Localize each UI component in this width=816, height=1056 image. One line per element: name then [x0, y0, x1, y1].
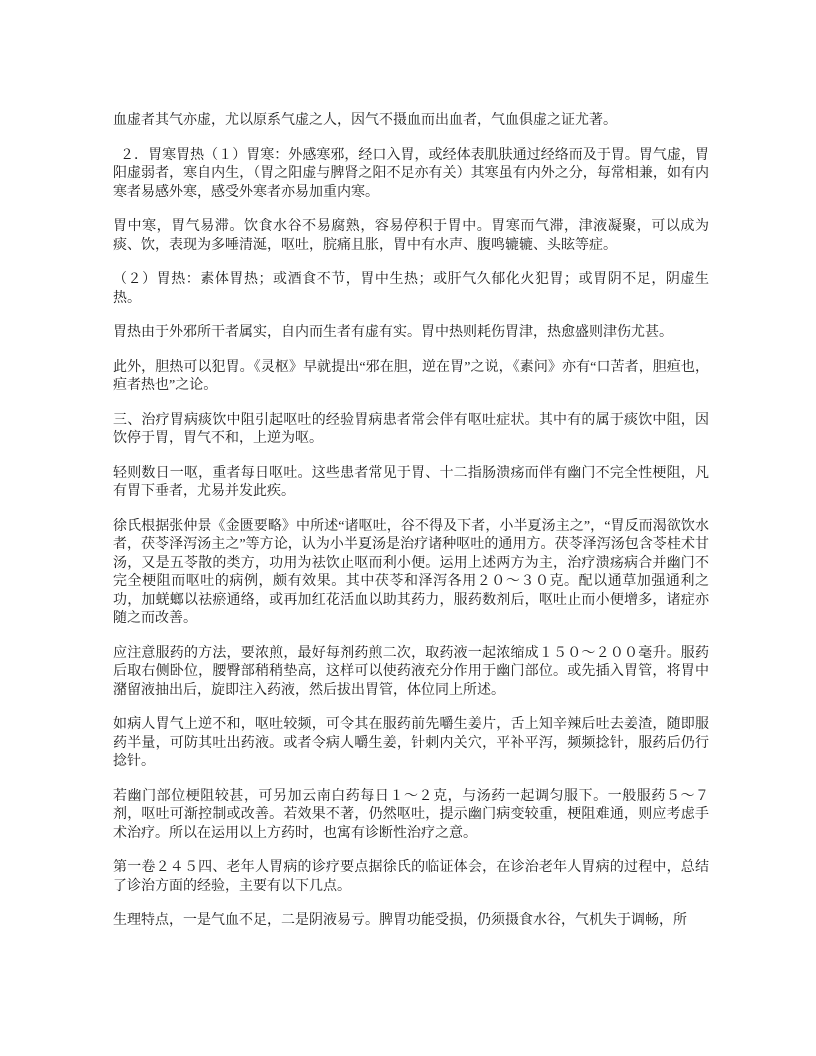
paragraph: 应注意服药的方法，要浓煎，最好每剂药煎二次，取药液一起浓缩成１５０～２００毫升。服药后取右侧卧位，腰臀部稍稍垫高，这样可以使药液充分作用于幽门部位。或先插入胃管，将胃中潴留液抽出后，旋即注入药液，然后拔出胃管，体位同上所述。	[113, 645, 709, 698]
paragraph: 此外，胆热可以犯胃。《灵枢》早就提出“邪在胆，逆在胃”之说，《素问》亦有“口苦者，胆疸也，疸者热也”之论。	[113, 359, 709, 393]
text-content	[113, 112, 709, 947]
paragraph: 生理特点，一是气血不足，二是阴液易亏。脾胃功能受损，仍须摄食水谷，气机失于调畅，所	[113, 913, 687, 928]
paragraph: 徐氏根据张仲景《金匮要略》中所述“诸呕吐，谷不得及下者，小半夏汤主之”，“胃反而渴欲饮水者，茯苓泽泻汤主之”等方论，认为小半夏汤是治疗诸种呕吐的通用方。茯苓泽泻汤包含苓桂术甘汤，又是五苓散的类方，功用为祛饮止呕而利小便。运用上述两方为主，治疗溃疡病合并幽门不完全梗阻而呕吐的病例，颇有效果。其中茯苓和泽泻各用２０～３０克。配以通草加强通利之功，加蜣螂以祛瘀通络，或再加红花活血以助其药力，服药数剂后，呕吐止而小便增多，诸症亦随之而改善。	[113, 518, 709, 626]
paragraph: 第一卷２４５四、老年人胃病的诊疗要点据徐氏的临证体会，在诊治老年人胃病的过程中，总结了诊治方面的经验，主要有以下几点。	[113, 860, 709, 894]
paragraph: 如病人胃气上逆不和，呕吐较频，可令其在服药前先嚼生姜片，舌上知辛辣后吐去姜渣，随即服药半量，可防其吐出药液。或者令病人嚼生姜，针刺内关穴，平补平泻，频频捻针，服药后仍行捻针。	[113, 717, 709, 769]
paragraph: 胃中寒，胃气易滞。饮食水谷不易腐熟，容易停积于胃中。胃寒而气滞，津液凝聚，可以成为痰、饮，表现为多唾清涎，呕吐，脘痛且胀，胃中有水声、腹鸣辘辘、头眩等症。	[113, 219, 709, 253]
paragraph: 三、治疗胃病痰饮中阻引起呕吐的经验胃病患者常会伴有呕吐症状。其中有的属于痰饮中阻，因饮停于胃，胃气不和，上逆为呕。	[113, 412, 709, 446]
paragraph: 若幽门部位梗阻较甚，可另加云南白药每日１～２克，与汤药一起调匀服下。一般服药５～７剂，呕吐可渐控制或改善。若效果不著，仍然呕吐，提示幽门病变较重，梗阻难通，则应考虑手术治疗。所以在运用以上方药时，也寓有诊断性治疗之意。	[113, 788, 709, 841]
paragraph: （２）胃热：素体胃热；或酒食不节，胃中生热；或肝气久郁化火犯胃；或胃阴不足，阴虚生热。	[113, 272, 709, 306]
paragraph: 轻则数日一呕，重者每日呕吐。这些患者常见于胃、十二指肠溃疡而伴有幽门不完全性梗阻，凡有胃下垂者，尤易并发此疾。	[113, 465, 709, 499]
paragraph: ２．胃寒胃热（１）胃寒：外感寒邪，经口入胃，或经体表肌肤通过经络而及于胃。胃气虚，胃阳虚弱者，寒自内生，（胃之阳虚与脾肾之阳不足亦有关）其寒虽有内外之分，每常相兼，如有内寒者易感外寒，感受外寒者亦易加重内寒。	[113, 147, 709, 200]
paragraph: 血虚者其气亦虚，尤以原系气虚之人，因气不摄血而出血者，气血俱虚之证尤著。	[113, 113, 617, 128]
paragraph: 胃热由于外邪所干者属实，自内而生者有虚有实。胃中热则耗伤胃津，热愈盛则津伤尤甚。	[113, 325, 673, 340]
